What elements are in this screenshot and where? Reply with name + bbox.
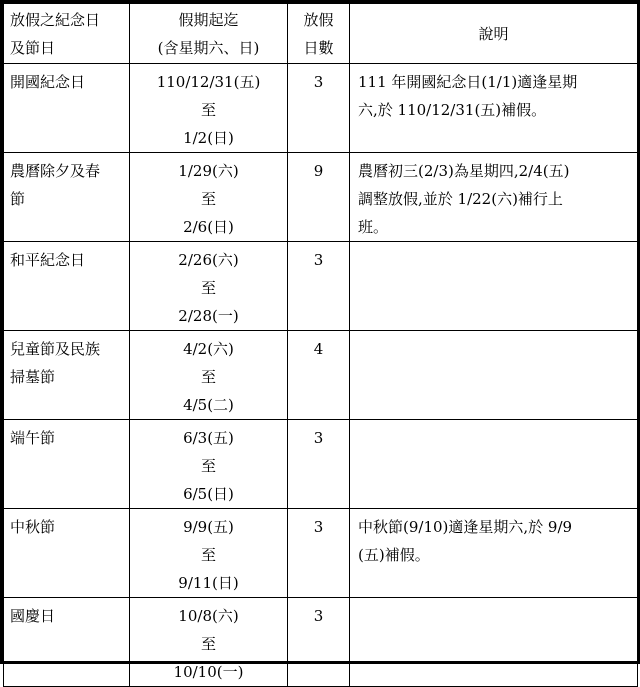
holiday-period-cell — [130, 331, 288, 420]
holiday-name-cell — [4, 153, 130, 242]
holiday-days: 3 — [313, 518, 324, 536]
period-to: 至 — [200, 190, 216, 208]
holiday-days-cell — [288, 242, 350, 331]
period-start: 9/9(五) — [183, 518, 234, 536]
period-to: 至 — [200, 368, 216, 386]
period-start: 6/3(五) — [183, 429, 234, 447]
holiday-period-cell — [130, 509, 288, 598]
holiday-days-cell — [288, 420, 350, 509]
header-days: 放假 日數 — [288, 4, 350, 64]
holiday-schedule-table — [3, 3, 638, 687]
header-period: 假期起迄 (含星期六、日) — [130, 4, 288, 64]
holiday-days-cell — [288, 64, 350, 153]
holiday-days-cell — [288, 509, 350, 598]
holiday-note-cell — [350, 331, 638, 420]
holiday-days: 3 — [313, 73, 324, 91]
holiday-period-cell — [130, 598, 288, 687]
period-to: 至 — [200, 457, 216, 475]
holiday-name: 和平紀念日 — [10, 251, 86, 269]
period-end: 2/6(日) — [183, 218, 234, 236]
holiday-note-line: 111 年開國紀念日(1/1)適逢星期 — [358, 73, 578, 91]
holiday-days-cell — [288, 153, 350, 242]
holiday-days: 9 — [313, 162, 324, 180]
holiday-note-cell — [350, 153, 638, 242]
holiday-note-line: 中秋節(9/10)適逢星期六,於 9/9 — [358, 518, 573, 536]
holiday-period-cell — [130, 420, 288, 509]
period-start: 1/29(六) — [178, 162, 239, 180]
holiday-days: 3 — [313, 429, 324, 447]
holiday-name: 節 — [10, 190, 26, 208]
holiday-period-cell — [130, 64, 288, 153]
header-note: 說明 — [350, 4, 638, 64]
holiday-name-cell — [4, 598, 130, 687]
holiday-note-line: 班。 — [358, 218, 389, 236]
holiday-days-cell — [288, 331, 350, 420]
holiday-name-cell — [4, 509, 130, 598]
holiday-name-cell — [4, 64, 130, 153]
holiday-name-cell — [4, 420, 130, 509]
holiday-note-cell — [350, 598, 638, 687]
holiday-name: 端午節 — [10, 429, 56, 447]
holiday-note-line: 六,於 110/12/31(五)補假。 — [358, 101, 547, 119]
header-row — [4, 4, 638, 64]
period-to: 至 — [200, 101, 216, 119]
holiday-note-cell — [350, 509, 638, 598]
holiday-name: 農曆除夕及春 — [10, 162, 101, 180]
holiday-name-cell — [4, 331, 130, 420]
period-start: 2/26(六) — [178, 251, 239, 269]
holiday-days: 4 — [313, 340, 324, 358]
table-row — [4, 64, 638, 153]
period-start: 4/2(六) — [183, 340, 234, 358]
period-end: 1/2(日) — [183, 129, 234, 147]
holiday-name: 國慶日 — [10, 607, 56, 625]
table-row — [4, 598, 638, 687]
holiday-note-cell — [350, 242, 638, 331]
holiday-name: 開國紀念日 — [10, 73, 86, 91]
period-to: 至 — [200, 635, 216, 653]
period-end: 6/5(日) — [183, 485, 234, 503]
holiday-period-cell — [130, 242, 288, 331]
period-end: 2/28(一) — [178, 307, 239, 325]
holiday-name-cell — [4, 242, 130, 331]
table-row — [4, 242, 638, 331]
holiday-note-cell — [350, 420, 638, 509]
period-start: 10/8(六) — [178, 607, 239, 625]
period-end: 4/5(二) — [183, 396, 234, 414]
holiday-name: 兒童節及民族 — [10, 340, 101, 358]
holiday-days-cell — [288, 598, 350, 687]
holiday-note-cell — [350, 64, 638, 153]
table-row — [4, 420, 638, 509]
holiday-name: 掃墓節 — [10, 368, 56, 386]
holiday-note-line: 調整放假,並於 1/22(六)補行上 — [358, 190, 563, 208]
period-end: 9/11(日) — [178, 574, 239, 592]
holiday-days: 3 — [313, 607, 324, 625]
period-start: 110/12/31(五) — [156, 73, 261, 91]
holiday-note-line: 農曆初三(2/3)為星期四,2/4(五) — [358, 162, 570, 180]
holiday-name: 中秋節 — [10, 518, 56, 536]
header-holiday: 放假之紀念日 及節日 — [4, 4, 130, 64]
period-to: 至 — [200, 546, 216, 564]
holiday-period-cell — [130, 153, 288, 242]
table-row — [4, 153, 638, 242]
holiday-note-line: (五)補假。 — [358, 546, 430, 564]
period-to: 至 — [200, 279, 216, 297]
table-row — [4, 509, 638, 598]
table-row — [4, 331, 638, 420]
period-end: 10/10(一) — [173, 663, 244, 681]
holiday-days: 3 — [313, 251, 324, 269]
